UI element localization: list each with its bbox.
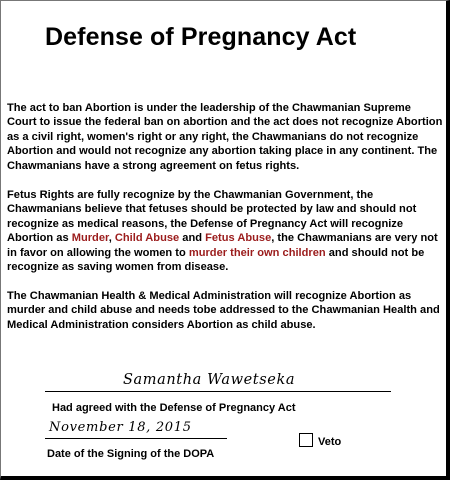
paragraph-text: ,	[108, 232, 115, 245]
paragraph-fetus-rights	[7, 188, 443, 274]
date-line	[45, 438, 227, 439]
paragraph-text: and should not be recognize as saving women from disease.	[7, 246, 425, 274]
highlight-murder: Murder	[71, 232, 109, 245]
veto-checkbox[interactable]	[299, 433, 313, 447]
signature-name: Samantha Wawetseka	[123, 372, 296, 388]
agreement-text: Had agreed with the Defense of Pregnancy Act	[52, 402, 296, 414]
signature-line	[45, 391, 391, 392]
highlight-murder-children: murder their own children	[188, 246, 326, 259]
paragraph-abortion-ban: The act to ban Abortion is under the leadership of the Chawmanian Supreme Court to issue the federal ban on abortion and the act does not recognize Abortion as a civil right, women's right or any right, the Chawmanians do not recognize Abortion and would not recognize any abortion taking place in any continent. The Chawmanians have a strong agreement on fetus rights.	[7, 102, 443, 172]
document-title: Defense of Pregnancy Act	[45, 23, 357, 51]
paragraph-text: and	[179, 232, 206, 245]
veto-label: Veto	[318, 436, 342, 448]
paragraph-text: , the Chawmanians are very not in favor on allowing the women to	[7, 232, 438, 259]
highlight-child-abuse: Child Abuse	[114, 232, 180, 245]
highlight-fetus-abuse: Fetus Abuse	[205, 232, 272, 245]
date-label: Date of the Signing of the DOPA	[47, 448, 215, 460]
paragraph-text: Fetus Rights are fully recognize by the Chawmanian Government, the Chawmanians believe that fetuses should be protected by law and should not recognize as medical reasons, the Defense of Pregnancy Act will recognize Abortion as	[7, 189, 417, 245]
signing-date: November 18, 2015	[49, 420, 192, 435]
paragraph-health-administration: The Chawmanian Health & Medical Administration will recognize Abortion as murder and child abuse and needs tobe addressed to the Chawmanian Health and Medical Administration considers Abortion as child abuse.	[7, 290, 440, 331]
